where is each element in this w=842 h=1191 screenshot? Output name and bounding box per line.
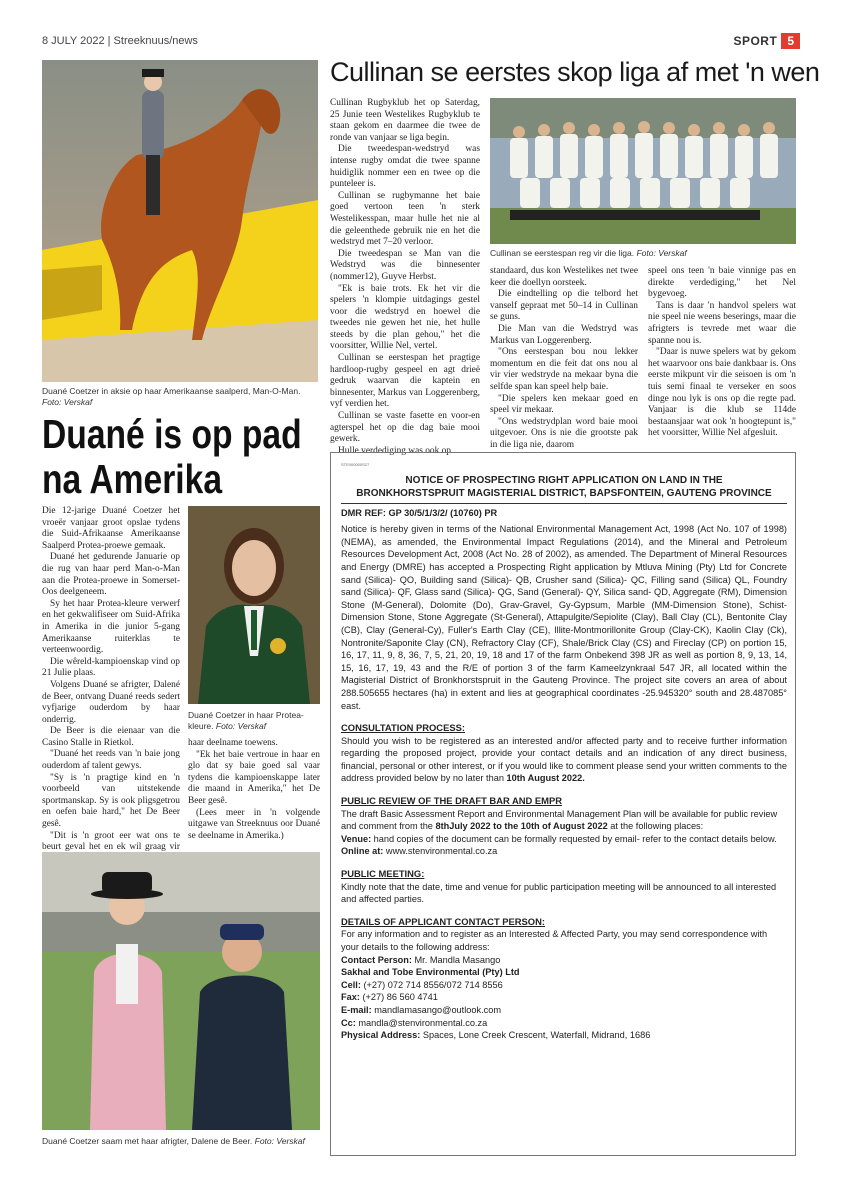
page-number: 5 (781, 33, 800, 49)
review-tail: at the following places: (607, 821, 704, 832)
email-label: E-mail: (341, 1004, 372, 1015)
fax-label: Fax: (341, 992, 360, 1003)
article-paragraph: De Beer is die eienaar van die Casino Stalle in Rietkol. (42, 726, 180, 748)
article-paragraph: "Dit is 'n groot eer wat ons te beurt geval het en ek wil graag vir (42, 830, 180, 853)
contact-heading: DETAILS OF APPLICANT CONTACT PERSON: (341, 915, 545, 927)
contact-person-label: Contact Person: (341, 954, 412, 965)
dmr-reference: DMR REF: GP 30/5/1/3/2/ (10760) PR (341, 507, 498, 518)
portrait-icon (188, 506, 320, 704)
contact-person-value: Mr. Mandla Masango (411, 954, 501, 965)
portrait-caption-text: Duané Coetzer in haar Protea-kleure. (188, 710, 304, 731)
article-paragraph: standaard, dus kon Westelikes net twee keer die doellyn oorsteek. (490, 266, 638, 288)
duane-headline: Duané is op pad na Amerika (42, 411, 302, 502)
cullinan-article-col3 (648, 266, 796, 440)
notice-ref-tag: STE000000S27 (341, 462, 370, 467)
consultation-text (341, 735, 787, 785)
article-paragraph: Sy het haar Protea-kleure verwerf en het gekwalifiseer om Suid-Afrika in Amerika in die junior 5-gang Amerikaanse ruiterklas te verteenwoordig. (42, 598, 180, 656)
article-paragraph: "Duané het reeds van 'n baie jong ouderdom af talent gewys. (42, 749, 180, 772)
article-paragraph: Die tweedespan-wedstryd was intense rugby omdat die twee spanne huidiglik nommer een en twee op die punteleer is. (330, 144, 480, 190)
fax-line (341, 991, 787, 1004)
article-paragraph: Cullinan Rugbyklub het op Saterdag, 25 Junie teen Westelikes Rugbyklub te staan gekom en daarmee die twee de ronde van vanjaar se liga begin. (330, 98, 480, 143)
rugby-photo-credit: Foto: Verskaf (636, 248, 687, 258)
notice-title-line2: BRONKHORSTSPRUIT MAGISTERIAL DISTRICT, BAPSFONTEIN, GAUTENG PROVINCE (356, 487, 772, 499)
cc-value[interactable]: mandla@stenvironmental.co.za (355, 1017, 488, 1028)
article-paragraph: Cullinan se eerstespan het pragtige hardloop-rugby gespeel en agt drieë gedruk waarvan die kaptein en binnesenter, Markus van Loggerenberg, vyf verdien het. (330, 353, 480, 410)
notice-title-line1: NOTICE OF PROSPECTING RIGHT APPLICATION ON LAND IN THE (405, 474, 723, 486)
review-heading: PUBLIC REVIEW OF THE DRAFT BAR AND EMPR (341, 795, 563, 807)
article-paragraph: Die Man van die Wedstryd was Markus van Loggerenberg. (490, 323, 638, 346)
coach-caption-text: Duané Coetzer saam met haar afrigter, Dalene de Beer. (42, 1136, 253, 1146)
article-paragraph: Tans is daar 'n handvol spelers wat nie speel nie weens beserings, maar die afrigters is tevrede met waar die spanne nou is. (648, 300, 796, 346)
article-paragraph: "Ek het baie vertroue in haar en glo dat sy baie goed sal vaar tydens die kampioenskappe later die maand in Amerika," het De Beer gesê. (188, 749, 320, 806)
venue-text: hand copies of the document can be formally requested by email- refer to the contact details below. (371, 833, 777, 844)
article-paragraph: haar deelname toewens. (188, 738, 278, 748)
article-paragraph: "Sy is 'n pragtige kind en 'n voorbeeld van uitstekende sportmanskap. Sy is ook pligsgetrou en oefen baie hard," het De Beer gesê. (42, 772, 180, 830)
consultation-heading: CONSULTATION PROCESS: (341, 722, 465, 734)
section-label: SPORT (733, 34, 778, 48)
photo1-credit: Foto: Verskaf (42, 397, 93, 407)
duane-portrait-photo (188, 506, 320, 704)
rugby-caption-text: Cullinan se eerstespan reg vir die liga. (490, 248, 635, 258)
venue-label: Venue: (341, 833, 372, 844)
online-line (341, 845, 787, 858)
venue-line (341, 833, 787, 846)
header-date-section: 8 JULY 2022 | Streeknuus/news (42, 35, 198, 47)
article-paragraph: Die tweedespan se Man van die Wedstryd was die binnesenter (nommer12), Guyve Herbst. (330, 248, 480, 282)
horse-rider-photo (42, 60, 318, 382)
cell-line (341, 979, 787, 992)
cullinan-article-col1 (330, 98, 480, 457)
article-paragraph: Cullinan se vaste fasette en voor-en agterspel het op die dag baie mooi gewerk. (330, 411, 480, 445)
company-name: Sakhal and Tobe Environmental (Pty) Ltd (341, 967, 520, 978)
cullinan-article-col2 (490, 266, 638, 452)
portrait-credit: Foto: Verskaf (215, 721, 267, 731)
article-paragraph: Volgens Duané se afrigter, Dalené de Beer, ontvang Duané reeds sedert vyfjarige ouderdom by haar onderrig. (42, 679, 180, 725)
duane-coach-photo (42, 852, 320, 1130)
coach-photo-credit: Foto: Verskaf (254, 1136, 305, 1146)
meeting-text: Kindly note that the date, time and venue for public participation meeting will be announced to all interested and affected parties. (341, 881, 777, 905)
fax-value: (+27) 86 560 4741 (359, 992, 438, 1003)
photo1-caption (42, 386, 322, 408)
article-paragraph: (Lees meer in 'n volgende uitgawe van Streeknuus oor Duané se deelname in Amerika.) (188, 807, 320, 841)
consultation-deadline: 10th August 2022. (506, 773, 585, 784)
article-paragraph: Hulle verdediging was ook op (338, 445, 451, 456)
photo1-caption-text: Duané Coetzer in aksie op haar Amerikaanse saalperd, Man-O-Man. (42, 386, 301, 396)
duane-article-col1 (42, 506, 180, 865)
contact-text: For any information and to register as an Interested & Affected Party, you may send correspondence with your details to the following address: (341, 929, 768, 952)
cullinan-headline: Cullinan se eerstes skop liga af met 'n wen (330, 57, 820, 87)
article-paragraph: Cullinan se rugbymanne het baie goed vertoon teen 'n sterk Westelikesspan, maar hulle het nie al die geleenthede gebruik nie en het die wedstryd met 7–20 verloor. (330, 190, 480, 248)
article-paragraph: Die wêreld-kampioenskap vind op 21 Julie plaas. (42, 656, 180, 679)
article-paragraph: Die eindtelling op die telbord het vanself gepraat met 50–14 in Cullinan se guns. (490, 289, 638, 323)
coach-photo-caption (42, 1136, 322, 1147)
horse-rider-icon (42, 60, 318, 382)
review-dates: 8thJuly 2022 to the 10th of August 2022 (435, 821, 608, 832)
rugby-photo-caption (490, 248, 796, 259)
online-link[interactable]: www.stenvironmental.co.za (383, 846, 498, 857)
duane-article-col2 (188, 738, 320, 842)
review-body: The draft Basic Assessment Report and Environmental Management Plan will be available for public review and comment from the (341, 808, 778, 832)
article-paragraph: Die 12-jarige Duané Coetzer het vroeër vanjaar groot opslae tydens die Suid-Afrikaanse Amerikaanse Saalperd Protea-proewe gemaak. (42, 506, 180, 551)
article-paragraph: speel ons teen 'n baie vinnige pas en direkte verdediging," het Nel bygevoeg. (648, 266, 796, 300)
article-paragraph: "Ek is baie trots. Ek het vir die spelers 'n klompie uitdagings gestel voor die wedstryd en hoewel die tweedes nie gewen het nie, het hulle steeds by die plan gehou," het die voorsitter, Willie Nel, vertel. (330, 283, 480, 352)
address-value: Spaces, Lone Creek Crescent, Waterfall, Midrand, 1686 (420, 1030, 651, 1041)
rugby-team-icon (490, 98, 796, 244)
cc-label: Cc: (341, 1017, 356, 1028)
rugby-team-photo (490, 98, 796, 244)
header-section-badge (733, 33, 800, 49)
portrait-caption (188, 710, 324, 732)
prospecting-notice (330, 452, 796, 1156)
meeting-heading: PUBLIC MEETING: (341, 868, 425, 880)
review-text (341, 808, 787, 833)
notice-intro: Notice is hereby given in terms of the National Environmental Management Act, 1998 (Act No. 107 of 1998) (NEMA), as amended, the Environmental Impact Regulations (2014), and the Mineral and Petroleum Resources Development Act, 2008 (Act No. 28 of 2002), as amended. The Department of Mineral Resources and Energy (DMRE) has accepted a Prospecting Right application by Mtluva Mining (Pty) Ltd for Concrete sand (Silica)- QO, Building sand (Silica)- QB, Crusher sand (Silica)- QC, Filling sand (Silica) QL, Foundry sand (Silica)- QF, Glass sand (Silica)- QG, Sand (General)- QY, Silica sand- QD, Aggregate (RM), Dimension Stone (M-General), Dolomite (Do), Grav-Gravel, Gy-Gypsum, Marble (MM-Dimension Stone), Schist-Dimension Stone, Stone Aggregate (St-General), Attapulgite/Sepiolite (Clay), Ball Clay (CL), Bentonite Clay (CB), Clay (General-Cy), Fuller's Earth Clay (CE), Illite-Montmorillonite Group (Clay-CK), Kaolin Clay (Ck), Nontronite/Saponite Clay (CN), Refractory Clay (CF), Shale/Brick Clay (CS) and Fireclay (CP) on portion 15, 16, 17, 11, 9, 8, 36, 7, 5, 21, 20, 19, 18 and 17 of the farm Onbekend 398 JR as well as portion 8, 9, 13, 14, 15, 16, 17, 19, 43 and the R/E of portion 3 of the farm Kameelzynkraal 547 JR, all located within the Magisterial District of Bronkhorstspruit in the Gauteng Province. The project site covers an area of about 288.505655 hectares (ha) in extent and lies at geographical coordinates -25.945320° south and 28.487085° east. (341, 524, 787, 711)
rider-and-coach-icon (42, 852, 320, 1130)
email-value[interactable]: mandlamasango@outlook.com (371, 1004, 501, 1015)
address-label: Physical Address: (341, 1030, 421, 1041)
cell-label: Cell: (341, 979, 361, 990)
address-line (341, 1029, 787, 1042)
consultation-body: Should you wish to be registered as an interested and/or affected party and to receive further information regarding the proposed project, provide your contact details and an indication of any direct business, financial, personal or other interest, or if you would like to comment please send your written comments to the address provided below by no later than (341, 735, 787, 784)
article-paragraph: "Ons wedstrydplan word baie mooi uitgevoer. Ons is nie die grootste pak in die liga nie, daarom (490, 416, 638, 450)
article-paragraph: "Die spelers ken mekaar goed en speel vir mekaar. (490, 393, 638, 416)
article-paragraph: "Daar is nuwe spelers wat by gekom het waarvoor ons baie dankbaar is. Ons eerste mikpunt vir die seisoen is om 'n tuis semi finaal te verseker en soos dinge nou lyk is ons op die regte pad. Vanjaar is die klub se 114de bestaansjaar wat ook 'n hoogtepunt is," het voorsitter, Willie Nel afgesluit. (648, 347, 796, 439)
notice-title (341, 472, 787, 504)
article-paragraph: Duané het gedurende Januarie op die rug van haar perd Man-o-Man aan die Protea-proewe in Somerset-Oos deelgeneem. (42, 552, 180, 598)
online-label: Online at: (341, 846, 384, 857)
cell-value: (+27) 072 714 8556/072 714 8556 (360, 979, 503, 990)
contact-person-line (341, 954, 787, 967)
article-paragraph: "Ons eerstespan bou nou lekker momentum en die feit dat ons nou al vir vier wedstryde na mekaar byna die selfde span kan speel help baie. (490, 347, 638, 392)
cc-line (341, 1017, 787, 1030)
email-line (341, 1004, 787, 1017)
